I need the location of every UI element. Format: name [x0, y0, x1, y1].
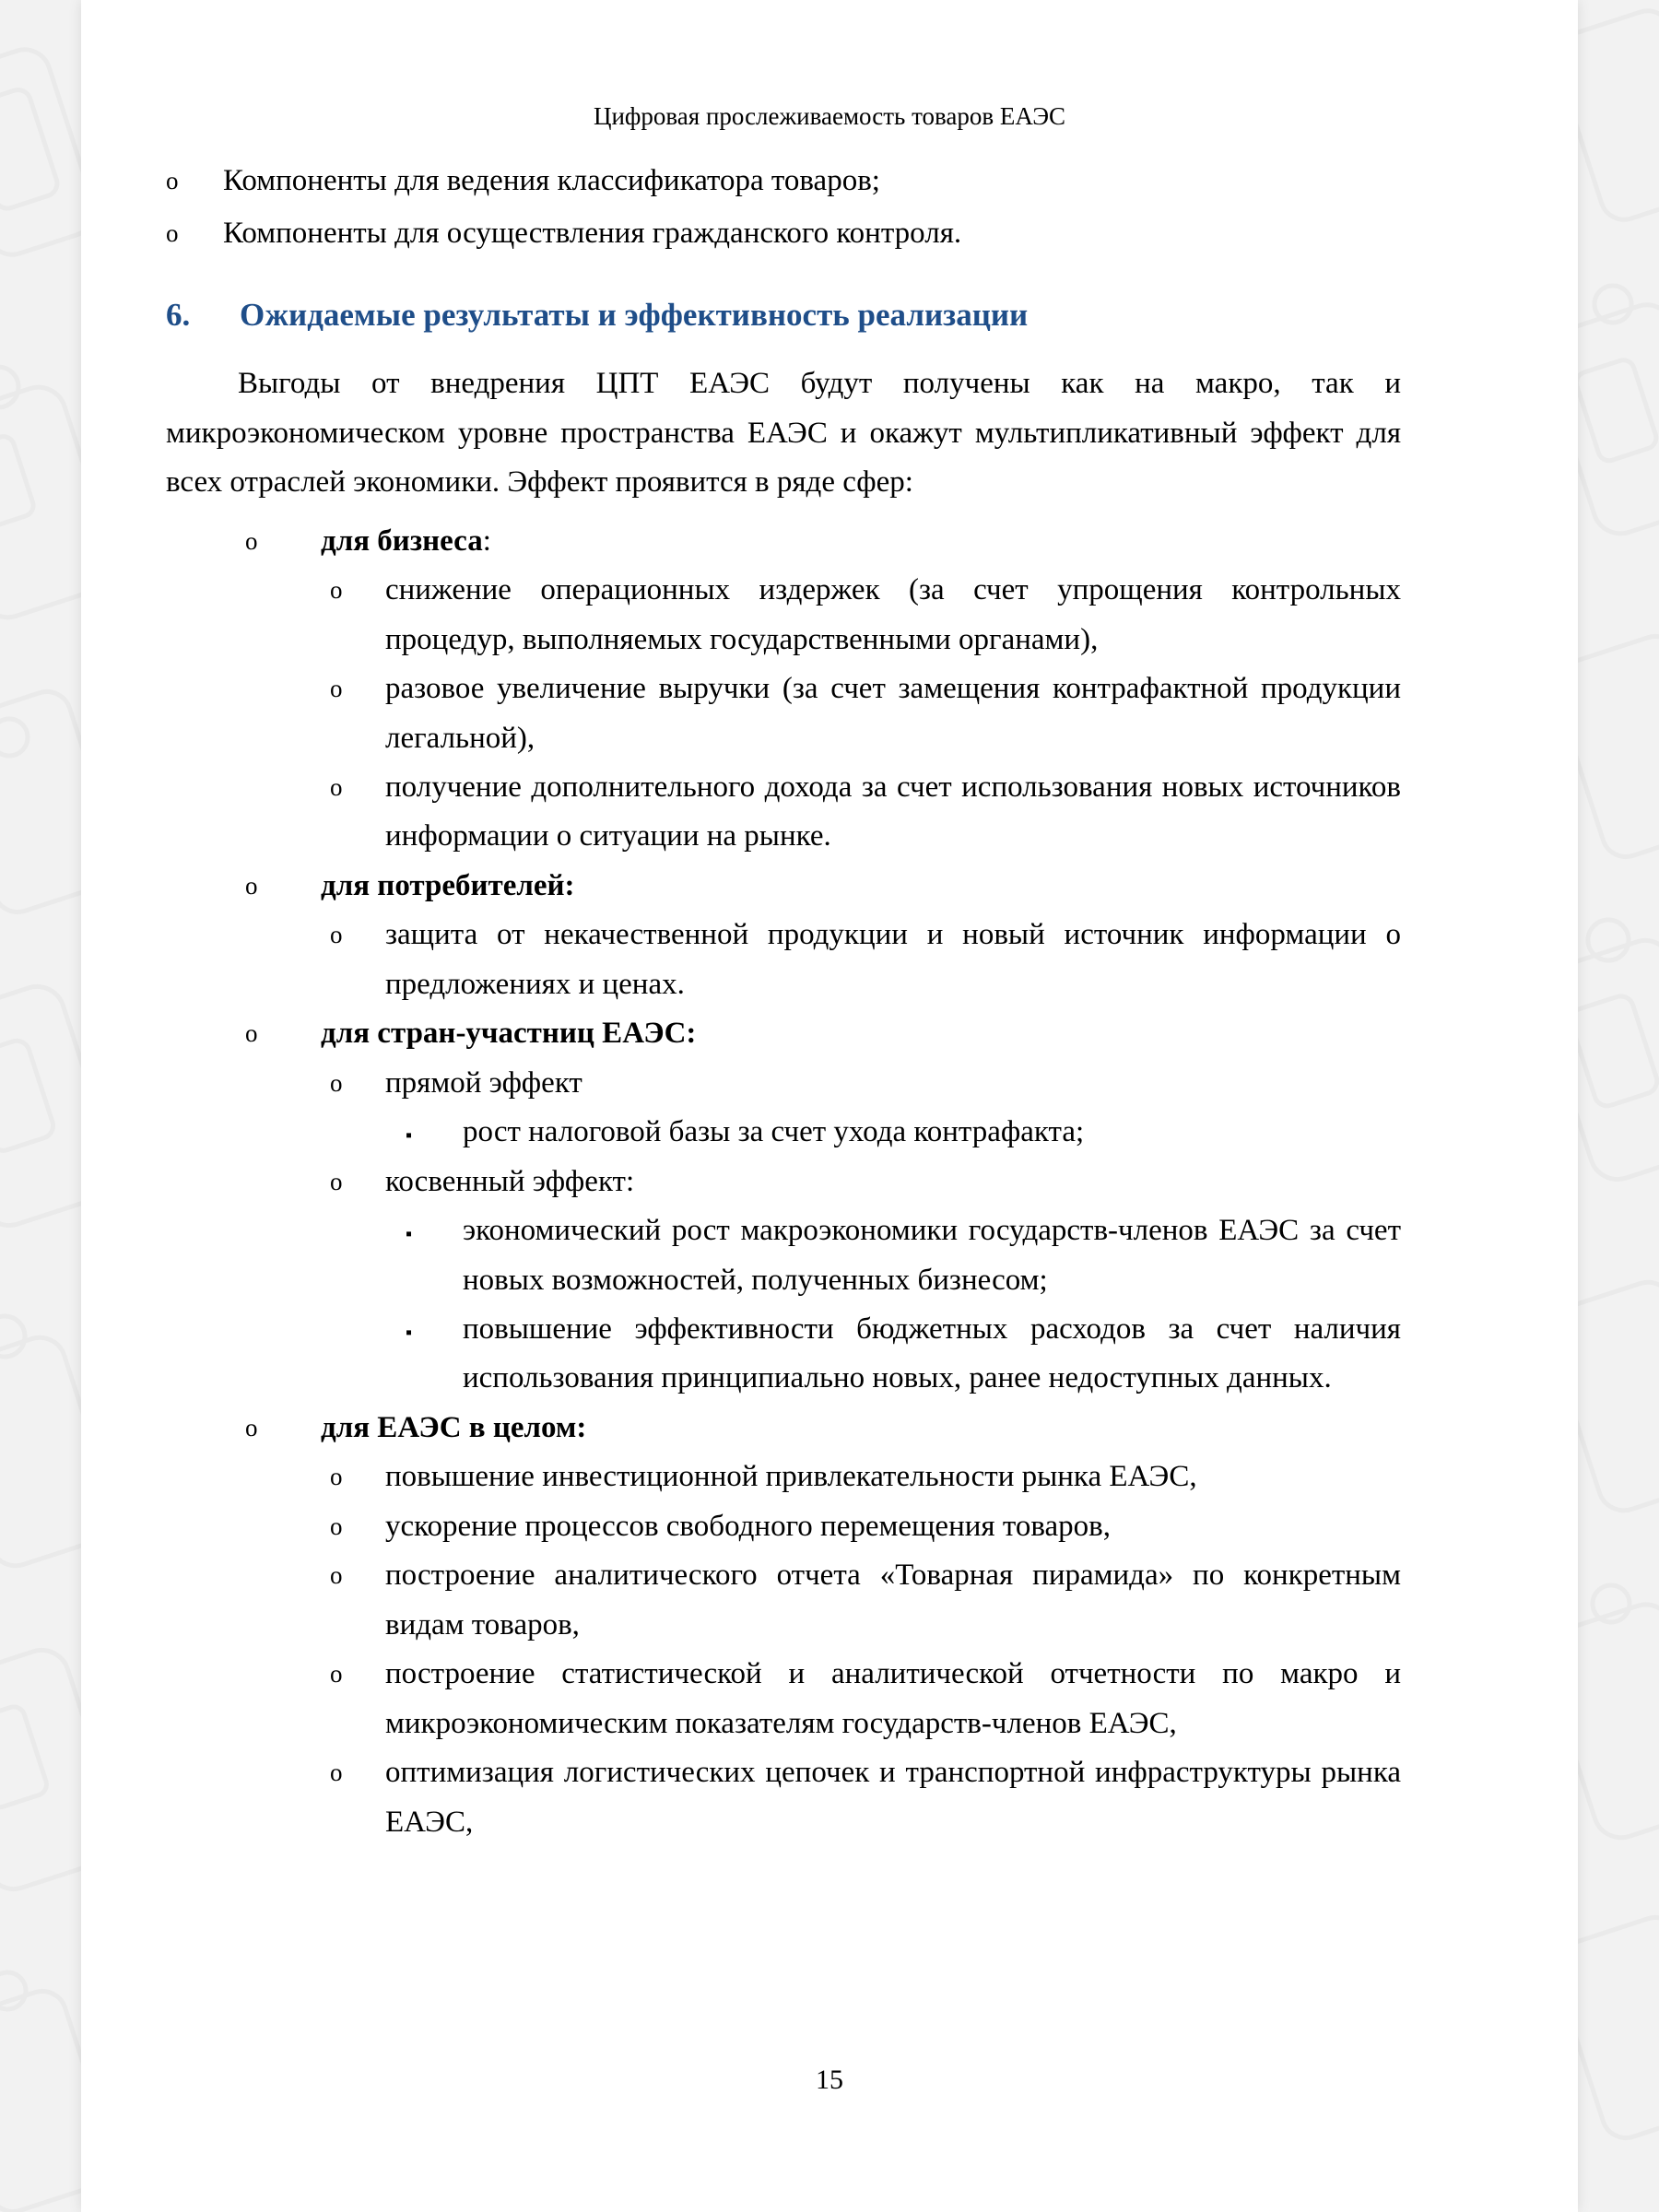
benefit-subitem — [406, 1305, 1401, 1404]
benefit-item — [330, 1650, 1401, 1748]
running-header: Цифровая прослеживаемость товаров ЕАЭС — [593, 102, 1066, 130]
benefit-item — [330, 566, 1401, 665]
benefit-item — [330, 665, 1401, 763]
benefit-subitem-text: экономический рост макроэкономики государств-членов ЕАЭС за счет новых возможностей, полученных бизнесом; — [463, 1214, 1401, 1297]
section-heading — [166, 294, 1401, 336]
benefits-list — [166, 517, 1401, 1847]
benefit-group — [245, 862, 1401, 911]
benefit-item-text: косвенный эффект: — [385, 1164, 635, 1198]
benefit-item-text: повышение инвестиционной привлекательности рынка ЕАЭС, — [385, 1460, 1197, 1494]
list-item — [166, 209, 1401, 258]
bullet-circle-icon: o — [330, 1759, 343, 1787]
bullet-circle-icon: o — [330, 773, 343, 802]
benefit-item-text: оптимизация логистических цепочек и транспортной инфраструктуры рынка ЕАЭС, — [385, 1756, 1401, 1839]
bullet-circle-icon: o — [330, 1660, 343, 1688]
bullet-circle-icon: o — [330, 921, 343, 949]
benefit-group-label-bold: для ЕАЭС в целом: — [321, 1410, 587, 1444]
bullet-circle-icon: o — [245, 871, 258, 900]
list-item-text: Компоненты для ведения классификатора товаров; — [223, 164, 880, 197]
benefit-group-label-bold: для бизнеса — [321, 524, 483, 558]
body-column — [166, 157, 1401, 1847]
bullet-circle-icon: o — [245, 1019, 258, 1048]
benefit-item-text: ускорение процессов свободного перемещения товаров, — [385, 1509, 1111, 1543]
benefit-group-label — [321, 1009, 1401, 1058]
benefit-subitem — [406, 1108, 1401, 1157]
benefit-item-text: разовое увеличение выручки (за счет замещения контрафактной продукции легальной), — [385, 672, 1401, 755]
intro-paragraph: Выгоды от внедрения ЦПТ ЕАЭС будут получены как на макро, так и микроэкономическом уровне пространства ЕАЭС и окажут мультипликативный эффект для всех отраслей экономики. Эффект проявится в ряде сфер: — [166, 367, 1401, 500]
benefit-item — [330, 1748, 1401, 1847]
benefit-item-text: получение дополнительного дохода за счет использования новых источников информации о ситуации на рынке. — [385, 771, 1401, 853]
document-page — [81, 0, 1578, 2212]
benefit-item — [330, 911, 1401, 1009]
bullet-circle-icon: o — [330, 1512, 343, 1540]
benefit-group — [245, 1404, 1401, 1453]
page-content — [81, 0, 1578, 2212]
benefit-item — [330, 1453, 1401, 1501]
benefit-group-label — [321, 1404, 1401, 1453]
benefit-item — [330, 1158, 1401, 1206]
bullet-square-icon: ▪ — [406, 1323, 413, 1344]
benefit-group-label-bold: для стран-участниц ЕАЭС: — [321, 1017, 697, 1051]
benefit-item — [330, 1551, 1401, 1650]
benefit-group-label-bold: для потребителей: — [321, 868, 575, 902]
page-number: 15 — [816, 2065, 843, 2095]
benefit-item — [330, 763, 1401, 862]
benefit-group-label — [321, 517, 1401, 566]
benefit-item — [330, 1502, 1401, 1551]
list-item-text: Компоненты для осуществления гражданского контроля. — [223, 217, 962, 251]
benefit-group — [245, 517, 1401, 566]
bullet-circle-icon: o — [330, 1068, 343, 1097]
benefit-group-label — [321, 862, 1401, 911]
bullet-square-icon: ▪ — [406, 1224, 413, 1245]
bullet-circle-icon: o — [166, 219, 179, 248]
bullet-circle-icon: o — [330, 576, 343, 605]
benefit-item-text: снижение операционных издержек (за счет упрощения контрольных процедур, выполняемых государственными органами), — [385, 573, 1401, 656]
benefit-item-text: построение статистической и аналитической отчетности по макро и микроэкономическим показателям государств-членов ЕАЭС, — [385, 1657, 1401, 1740]
bullet-square-icon: ▪ — [406, 1125, 413, 1147]
benefit-item-text: защита от некачественной продукции и новый источник информации о предложениях и ценах. — [385, 918, 1401, 1001]
benefit-item-text: построение аналитического отчета «Товарная пирамида» по конкретным видам товаров, — [385, 1559, 1401, 1641]
bullet-circle-icon: o — [330, 1167, 343, 1195]
benefit-group-label-suffix: : — [482, 524, 491, 558]
section-title: Ожидаемые результаты и эффективность реализации — [240, 296, 1029, 333]
bullet-circle-icon: o — [330, 1561, 343, 1590]
benefit-subitem-text: повышение эффективности бюджетных расходов за счет наличия использования принципиально новых, ранее недоступных данных. — [463, 1312, 1401, 1395]
bullet-circle-icon: o — [166, 167, 179, 194]
benefit-item-text: прямой эффект — [385, 1065, 582, 1100]
benefit-group — [245, 1009, 1401, 1058]
benefit-subitem — [406, 1206, 1401, 1305]
bullet-circle-icon: o — [330, 675, 343, 703]
list-item — [166, 157, 1401, 206]
benefit-item — [330, 1059, 1401, 1108]
bullet-circle-icon: o — [245, 1413, 258, 1441]
benefit-subitem-text: рост налоговой базы за счет ухода контрафакта; — [463, 1115, 1085, 1149]
bullet-circle-icon: o — [245, 526, 258, 555]
bullet-circle-icon: o — [330, 1463, 343, 1491]
section-number: 6. — [166, 296, 191, 333]
